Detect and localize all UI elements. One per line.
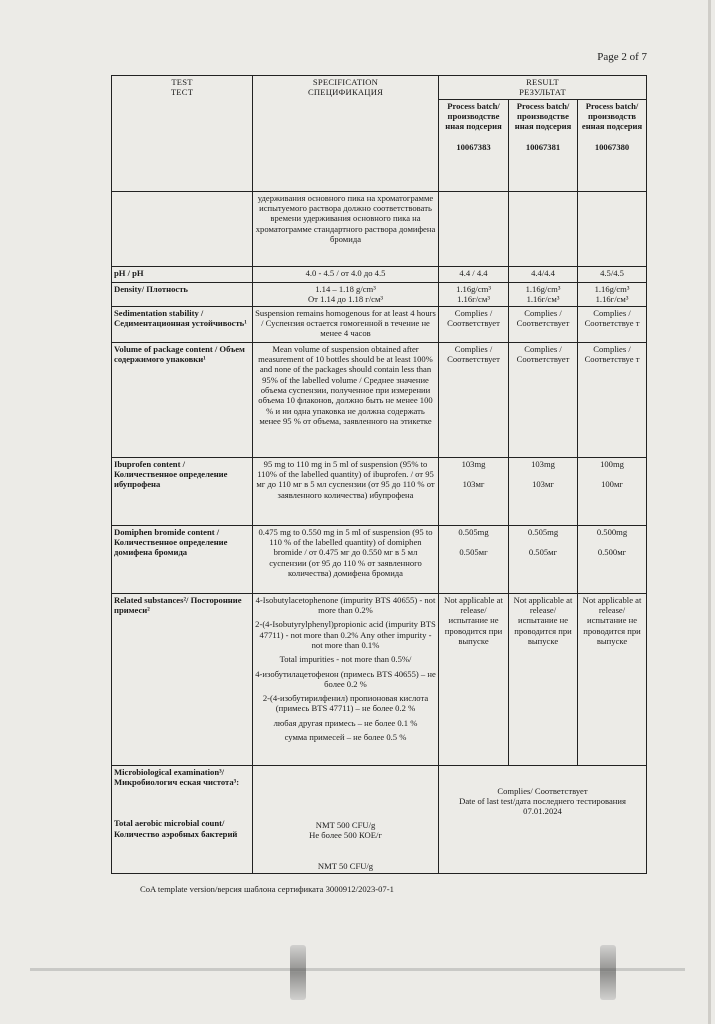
batch-2: Process batch/ производстве нная подсерия 10067381 xyxy=(509,99,578,191)
coa-table xyxy=(111,75,647,874)
template-version: CoA template version/версия шаблона сертификата 3000912/2023-07-1 xyxy=(140,884,394,894)
table-row xyxy=(112,191,647,266)
table-row: Microbiological examination³/Микробиологич еская чистота³: Total aerobic microbial count/ Количество аэробных бактерий NMT 500 CFU/g Не более 500 КОЕ/г NMT 50 CFU/g Complies/ Соответствует Date of last test/дата последнего тестирования 07.01.2024 xyxy=(112,765,647,873)
table-row: pH / pH 4.0 - 4.5 / от 4.0 до 4.5 4.4 / 4.4 4.4/4.4 4.5/4.5 xyxy=(112,266,647,282)
table-row: Ibuprofen content / Количественное определение ибупрофена 95 mg to 110 mg in 5 ml of suspension (95% to 110% of the labelled quantity) of ibuprofen. / от 95 мг до 110 мг в 5 мл суспензии (от 95 до 110 % от заявленного количества) ибупрофена 103mg 103мг 103mg 103мг 100mg 100мг xyxy=(112,457,647,525)
test-related-substances: Related substances²/ Посторонние примеси² xyxy=(112,593,253,765)
scan-artifact xyxy=(30,968,685,971)
identification-spec-continued: удерживания основного пика на хроматограмме испытуемого раствора должно соответствовать времени удерживания основного пика на хроматограмме стандартного раствора домифена бромида xyxy=(253,191,439,266)
test-sedimentation: Sedimentation stability / Седиментационная устойчивость¹ xyxy=(112,306,253,342)
test-ibuprofen: Ibuprofen content / Количественное определение ибупрофена xyxy=(112,457,253,525)
scan-edge xyxy=(708,0,711,1024)
test-density: Density/ Плотность xyxy=(112,282,253,306)
table-row: Volume of package content / Объем содержимого упаковки¹ Mean volume of suspension obtained after measurement of 10 bottles should be at least 100% and none of the packages should contain less than 95% of the labelled volume / Среднее значение объема суспензии, полученное при измерении объема 10 флаконов, должно быть не менее 100 % и ни одна упаковка не должна содержать менее 95 % от объема, заявленного на этикетке Complies / Соответствует Complies / Соответствует Complies / Соответствуе т xyxy=(112,342,647,457)
table-row: Density/ Плотность 1.14 – 1.18 g/cm³ От 1.14 до 1.18 г/см³ 1.16g/cm³ 1.16г/см³ 1.16g/cm³ 1.16г/см³ 1.16g/cm³ 1.16г/см³ xyxy=(112,282,647,306)
header-test: TEST ТЕСТ xyxy=(112,76,253,192)
page-number: Page 2 of 7 xyxy=(597,51,647,63)
table-row: Related substances²/ Посторонние примеси² 4-Isobutylacetophenone (impurity BTS 40655) - not more than 0.2% 2-(4-Isobutyrylphenyl)propionic acid (impurity BTS 47711) - not more than 0.2% Any other impurity - not more than 0.1% Total impurities - not more than 0.5%/ 4-изобутилацетофенон (примесь BTS 40655) – не более 0.2 % 2-(4-изобутирилфенил) пропионовая кислота (примесь BTS 47711) – не более 0.2 % любая другая примесь – не более 0.1 % сумма примесей – не более 0.5 % Not applicable at release/ испытание не проводится при выпуске Not applicable at release/ испытание не проводится при выпуске Not applicable at release/ испытание не проводится при выпуске xyxy=(112,593,647,765)
test-microbiological: Microbiological examination³/Микробиологич еская чистота³: Total aerobic microbial count/ Количество аэробных бактерий xyxy=(112,765,253,873)
header-specification: SPECIFICATION СПЕЦИФИКАЦИЯ xyxy=(253,76,439,192)
test-volume: Volume of package content / Объем содержимого упаковки¹ xyxy=(112,342,253,457)
test-ph: pH / pH xyxy=(112,266,253,282)
batch-1: Process batch/ производстве нная подсерия 10067383 xyxy=(439,99,509,191)
scan-artifact xyxy=(600,945,616,1000)
batch-3: Process batch/ производств енная подсерия 10067380 xyxy=(578,99,647,191)
table-row: Domiphen bromide content / Количественное определение домифена бромида 0.475 mg to 0.550 mg in 5 ml of suspension (95 to 110 % of the labelled quantity) of domiphen bromide / от 0.475 мг до 0.550 мг в 5 мл суспензии (от 95 до 110 % от заявленного количества) домифена бромида 0.505mg 0.505мг 0.505mg 0.505мг 0.500mg 0.500мг xyxy=(112,525,647,593)
test-domiphen: Domiphen bromide content / Количественное определение домифена бромида xyxy=(112,525,253,593)
scan-artifact xyxy=(290,945,306,1000)
table-row: Sedimentation stability / Седиментационная устойчивость¹ Suspension remains homogenous for at least 4 hours / Суспензия остается гомогенной в течение не менее 4 часов Complies / Соответствует Complies / Соответствует Complies / Соответствуе т xyxy=(112,306,647,342)
header-result: RESULT РЕЗУЛЬТАТ xyxy=(439,76,647,100)
